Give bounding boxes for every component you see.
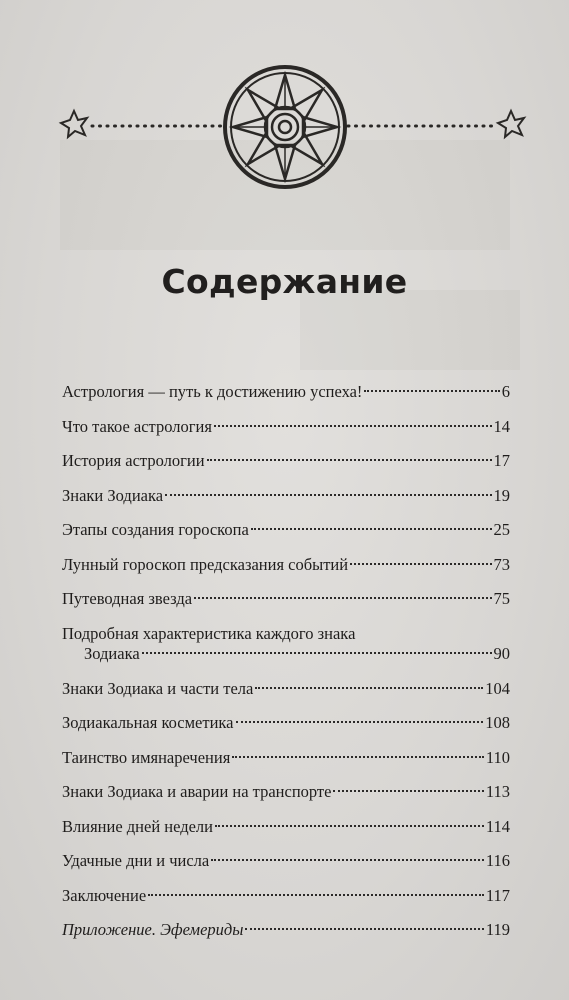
toc-entry-label: Знаки Зодиака xyxy=(62,485,164,505)
toc-page-number: 116 xyxy=(485,851,510,870)
toc-page-number: 25 xyxy=(493,520,510,539)
toc-entry-label: Влияние дней недели xyxy=(62,816,213,836)
toc-page-number: 73 xyxy=(493,554,510,574)
leader-dots xyxy=(148,893,484,896)
toc-entry-label: Зодиакальная косметика xyxy=(62,713,234,732)
toc-entry xyxy=(62,817,510,852)
leader-dots xyxy=(211,858,484,861)
toc-entry-label: Знаки Зодиака и аварии на транспорте xyxy=(62,782,332,801)
compass-rose-icon xyxy=(225,67,345,187)
toc-page-number: 117 xyxy=(485,885,510,905)
toc-page-number: 119 xyxy=(485,920,510,939)
toc-page-number: 114 xyxy=(485,816,510,836)
toc-entry-label: Знаки Зодиака и части тела xyxy=(62,678,254,698)
toc-page-number: 17 xyxy=(493,451,510,470)
leader-dots xyxy=(255,686,483,689)
star-icon xyxy=(61,111,87,137)
toc-page-number: 113 xyxy=(485,782,510,801)
leader-dots xyxy=(142,651,492,654)
leader-dots xyxy=(232,755,484,758)
toc-entry xyxy=(62,886,510,921)
toc-entry xyxy=(62,486,510,521)
star-icon xyxy=(498,111,524,137)
leader-dots xyxy=(333,789,483,792)
toc-entry xyxy=(62,520,510,555)
toc-entry-label: Что такое астрология xyxy=(62,416,212,436)
toc-page-number: 108 xyxy=(485,713,510,732)
toc-page-number: 6 xyxy=(501,382,510,401)
toc-entry xyxy=(62,624,510,679)
toc-entry xyxy=(62,851,510,886)
leader-dots xyxy=(207,458,492,461)
leader-dots xyxy=(194,596,491,599)
toc-entry-label: История астрологии xyxy=(62,451,205,470)
toc-entry-label: Удачные дни и числа xyxy=(62,851,210,870)
leader-dots xyxy=(236,720,484,723)
toc-page-number: 90 xyxy=(493,643,510,663)
toc-entry xyxy=(62,748,510,783)
toc-entry-label: Лунный гороскоп предсказания событий xyxy=(62,554,349,574)
leader-dots xyxy=(215,824,484,827)
leader-dots xyxy=(214,424,492,427)
toc-page-number: 14 xyxy=(493,416,510,436)
leader-dots xyxy=(350,562,491,565)
toc-entry xyxy=(62,417,510,452)
header-ornament xyxy=(0,60,569,210)
leader-dots xyxy=(245,927,483,930)
toc-page-number: 110 xyxy=(485,747,510,767)
toc-entry-label: Зодиака xyxy=(84,643,140,663)
bleed-through-text xyxy=(300,290,520,370)
toc-entry-label: Путеводная звезда xyxy=(62,589,193,608)
leader-dots xyxy=(251,527,492,530)
table-of-contents xyxy=(62,382,510,955)
toc-entry xyxy=(62,782,510,817)
toc-entry xyxy=(62,920,510,955)
toc-entry-label: Астрология — путь к достижению успеха! xyxy=(62,382,363,401)
toc-entry xyxy=(62,713,510,748)
toc-entry-label: Подробная характеристика каждого знака xyxy=(62,623,356,643)
page-title: Содержание xyxy=(161,262,408,301)
toc-entry-label: Этапы создания гороскопа xyxy=(62,520,249,539)
toc-entry xyxy=(62,679,510,714)
toc-entry-label: Таинство имянаречения xyxy=(62,747,231,767)
toc-page-number: 104 xyxy=(485,678,510,698)
toc-entry-label: Приложение. Эфемериды xyxy=(62,920,244,939)
toc-entry xyxy=(62,382,510,417)
leader-dots xyxy=(165,493,491,496)
toc-entry xyxy=(62,451,510,486)
toc-page-number: 75 xyxy=(493,589,510,608)
toc-entry xyxy=(62,589,510,624)
leader-dots xyxy=(364,389,499,392)
toc-entry xyxy=(62,555,510,590)
toc-entry-label: Заключение xyxy=(62,885,147,905)
toc-page-number: 19 xyxy=(493,485,510,505)
